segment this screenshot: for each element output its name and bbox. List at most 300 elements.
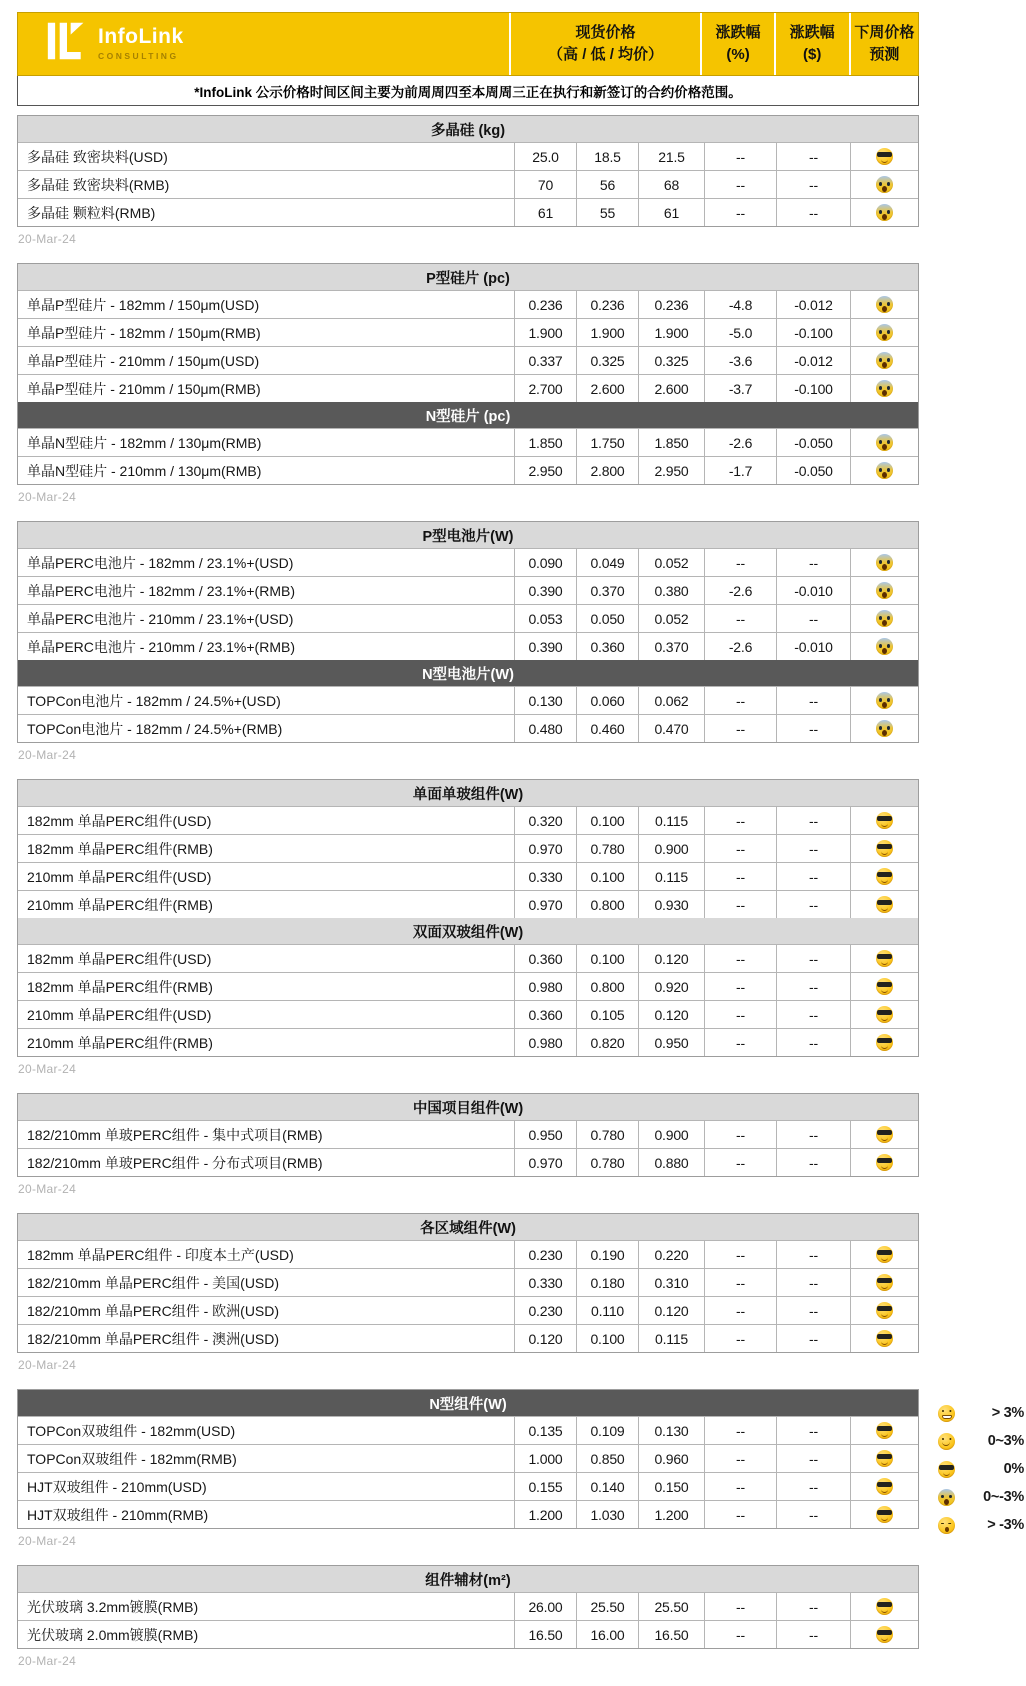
price-high-cell: 2.950 (514, 457, 576, 484)
price-low-cell: 0.800 (576, 973, 638, 1000)
price-avg-cell: 0.920 (638, 973, 704, 1000)
change-pct-cell: -- (704, 1121, 776, 1148)
sunglasses-face-icon (876, 1626, 893, 1643)
col-spot-line1: 现货价格 (575, 24, 636, 42)
price-low-cell: 0.780 (576, 1121, 638, 1148)
col-pct-line1: 涨跌幅 (715, 24, 761, 42)
price-high-cell: 0.135 (514, 1417, 576, 1444)
change-usd-cell: -0.100 (776, 375, 850, 402)
product-name-cell: 210mm 单晶PERC组件(USD) (27, 1006, 212, 1023)
price-high-cell: 0.320 (514, 807, 576, 834)
price-high-cell: 0.980 (514, 1029, 576, 1056)
price-avg-cell: 0.930 (638, 891, 704, 918)
price-high-cell: 0.950 (514, 1121, 576, 1148)
change-pct-cell: -3.6 (704, 347, 776, 374)
product-name-cell: 单晶PERC电池片 - 210mm / 23.1%+(USD) (27, 610, 294, 627)
sunglasses-face-icon (876, 896, 893, 913)
forecast-cell (850, 1621, 918, 1648)
change-usd-cell: -- (776, 549, 850, 576)
product-name-cell: TOPCon双玻组件 - 182mm(USD) (27, 1422, 236, 1439)
table-row (18, 1120, 918, 1148)
grinning-face-icon (938, 1405, 955, 1422)
infolink-logo-icon (46, 22, 88, 67)
product-name-cell: 单晶N型硅片 - 210mm / 130μm(RMB) (27, 462, 262, 479)
price-low-cell: 16.00 (576, 1621, 638, 1648)
price-high-cell: 61 (514, 199, 576, 226)
price-high-cell: 0.970 (514, 835, 576, 862)
legend-label: > -3% (987, 1517, 1024, 1533)
sunglasses-face-icon (876, 1422, 893, 1439)
screaming-face-icon (876, 610, 893, 627)
table-row (18, 1296, 918, 1324)
change-pct-cell: -4.8 (704, 291, 776, 318)
forecast-cell (850, 291, 918, 318)
price-avg-cell: 0.325 (638, 347, 704, 374)
product-name-cell: 单晶PERC电池片 - 210mm / 23.1%+(RMB) (27, 638, 295, 655)
price-low-cell: 0.780 (576, 835, 638, 862)
price-high-cell: 0.090 (514, 549, 576, 576)
forecast-cell (850, 171, 918, 198)
price-avg-cell: 16.50 (638, 1621, 704, 1648)
change-pct-cell: -- (704, 891, 776, 918)
table-row (18, 1000, 918, 1028)
price-low-cell: 1.750 (576, 429, 638, 456)
price-low-cell: 0.460 (576, 715, 638, 742)
screaming-face-icon (876, 582, 893, 599)
price-low-cell: 0.049 (576, 549, 638, 576)
legend-label: 0% (1003, 1461, 1024, 1477)
price-low-cell: 0.780 (576, 1149, 638, 1176)
change-usd-cell: -- (776, 1593, 850, 1620)
product-name-cell: 光伏玻璃 3.2mm镀膜(RMB) (27, 1598, 199, 1615)
price-avg-cell: 0.130 (638, 1417, 704, 1444)
date-label: 20-Mar-24 (18, 748, 77, 762)
col-spot-price (509, 13, 701, 75)
section-header: 单面单玻组件(W) (18, 780, 918, 806)
table-row (18, 714, 918, 742)
forecast-cell (850, 1297, 918, 1324)
product-name-cell: 210mm 单晶PERC组件(RMB) (27, 1034, 213, 1051)
change-usd-cell: -- (776, 945, 850, 972)
forecast-cell (850, 457, 918, 484)
change-usd-cell: -- (776, 891, 850, 918)
change-usd-cell: -- (776, 835, 850, 862)
table-row (18, 806, 918, 834)
change-usd-cell: -0.012 (776, 347, 850, 374)
change-pct-cell: -- (704, 863, 776, 890)
change-pct-cell: -- (704, 1621, 776, 1648)
price-low-cell: 0.325 (576, 347, 638, 374)
change-usd-cell: -- (776, 1297, 850, 1324)
price-high-cell: 1.850 (514, 429, 576, 456)
table-row (18, 632, 918, 660)
sunglasses-face-icon (876, 1450, 893, 1467)
change-usd-cell: -0.100 (776, 319, 850, 346)
price-low-cell: 25.50 (576, 1593, 638, 1620)
change-pct-cell: -- (704, 1325, 776, 1352)
screaming-face-icon (876, 434, 893, 451)
sunglasses-face-icon (876, 812, 893, 829)
change-usd-cell: -- (776, 171, 850, 198)
price-high-cell: 0.130 (514, 687, 576, 714)
price-avg-cell: 0.062 (638, 687, 704, 714)
screaming-face-icon (876, 638, 893, 655)
price-high-cell: 0.120 (514, 1325, 576, 1352)
product-name-cell: 182mm 单晶PERC组件(USD) (27, 950, 212, 967)
price-low-cell: 0.370 (576, 577, 638, 604)
forecast-cell (850, 835, 918, 862)
screaming-face-icon (876, 462, 893, 479)
product-name-cell: 单晶P型硅片 - 210mm / 150μm(RMB) (27, 380, 261, 397)
section-block (17, 1565, 919, 1649)
forecast-legend (938, 1402, 1024, 1542)
product-name-cell: TOPCon电池片 - 182mm / 24.5%+(USD) (27, 692, 281, 709)
change-pct-cell: -2.6 (704, 429, 776, 456)
price-avg-cell: 0.960 (638, 1445, 704, 1472)
price-low-cell: 0.050 (576, 605, 638, 632)
sections (17, 115, 1026, 1676)
change-pct-cell: -- (704, 1297, 776, 1324)
change-usd-cell: -- (776, 199, 850, 226)
screaming-face-icon (876, 720, 893, 737)
screaming-face-icon (876, 296, 893, 313)
price-high-cell: 25.0 (514, 143, 576, 170)
legend-label: 0~3% (987, 1433, 1024, 1449)
change-usd-cell: -0.050 (776, 429, 850, 456)
product-name-cell: 182/210mm 单晶PERC组件 - 澳洲(USD) (27, 1330, 280, 1347)
forecast-cell (850, 1417, 918, 1444)
change-usd-cell: -- (776, 807, 850, 834)
table-row (18, 1620, 918, 1648)
forecast-cell (850, 549, 918, 576)
change-pct-cell: -- (704, 199, 776, 226)
price-low-cell: 55 (576, 199, 638, 226)
section-block (17, 521, 919, 743)
change-usd-cell: -- (776, 973, 850, 1000)
product-name-cell: 单晶PERC电池片 - 182mm / 23.1%+(USD) (27, 554, 294, 571)
change-pct-cell: -- (704, 1417, 776, 1444)
price-high-cell: 0.970 (514, 891, 576, 918)
forecast-cell (850, 633, 918, 660)
price-high-cell: 0.230 (514, 1241, 576, 1268)
table-row (18, 1472, 918, 1500)
price-low-cell: 0.850 (576, 1445, 638, 1472)
change-usd-cell: -- (776, 1445, 850, 1472)
change-usd-cell: -- (776, 1149, 850, 1176)
screaming-face-icon (876, 352, 893, 369)
change-usd-cell: -0.012 (776, 291, 850, 318)
change-pct-cell: -- (704, 1445, 776, 1472)
forecast-cell (850, 945, 918, 972)
product-name-cell: 182mm 单晶PERC组件 - 印度本土产(USD) (27, 1246, 294, 1263)
screaming-face-icon (876, 692, 893, 709)
price-avg-cell: 0.950 (638, 1029, 704, 1056)
table-row (18, 972, 918, 1000)
section-header: 多晶硅 (kg) (18, 116, 918, 142)
price-low-cell: 0.360 (576, 633, 638, 660)
sunglasses-face-icon (876, 1274, 893, 1291)
price-low-cell: 1.900 (576, 319, 638, 346)
forecast-cell (850, 319, 918, 346)
price-high-cell: 0.390 (514, 633, 576, 660)
change-pct-cell: -- (704, 143, 776, 170)
change-usd-cell: -- (776, 143, 850, 170)
col-pct-line2: (%) (726, 46, 750, 63)
section-header: 双面双玻组件(W) (18, 918, 918, 944)
sunglasses-face-icon (876, 1154, 893, 1171)
product-name-cell: 182/210mm 单晶PERC组件 - 欧洲(USD) (27, 1302, 280, 1319)
product-name-cell: HJT双玻组件 - 210mm(USD) (27, 1478, 207, 1495)
section-block (17, 1213, 919, 1353)
change-pct-cell: -- (704, 835, 776, 862)
date-label: 20-Mar-24 (18, 1654, 77, 1668)
change-usd-cell: -0.010 (776, 633, 850, 660)
price-low-cell: 0.236 (576, 291, 638, 318)
price-low-cell: 0.180 (576, 1269, 638, 1296)
price-avg-cell: 0.120 (638, 1297, 704, 1324)
sunglasses-face-icon (876, 950, 893, 967)
price-avg-cell: 0.052 (638, 549, 704, 576)
sunglasses-face-icon (876, 1006, 893, 1023)
sunglasses-face-icon (876, 148, 893, 165)
price-low-cell: 0.190 (576, 1241, 638, 1268)
product-name-cell: 210mm 单晶PERC组件(RMB) (27, 896, 213, 913)
change-usd-cell: -- (776, 1325, 850, 1352)
price-high-cell: 0.980 (514, 973, 576, 1000)
price-avg-cell: 0.236 (638, 291, 704, 318)
forecast-cell (850, 687, 918, 714)
change-usd-cell: -- (776, 687, 850, 714)
forecast-cell (850, 605, 918, 632)
section-header: N型硅片 (pc) (18, 402, 918, 428)
section-block (17, 263, 919, 485)
product-name-cell: TOPCon双玻组件 - 182mm(RMB) (27, 1450, 237, 1467)
price-avg-cell: 2.600 (638, 375, 704, 402)
change-pct-cell: -- (704, 1501, 776, 1528)
price-avg-cell: 0.115 (638, 1325, 704, 1352)
price-avg-cell: 0.370 (638, 633, 704, 660)
section-header: N型电池片(W) (18, 660, 918, 686)
forecast-cell (850, 375, 918, 402)
price-avg-cell: 25.50 (638, 1593, 704, 1620)
forecast-cell (850, 1501, 918, 1528)
section-header: 中国项目组件(W) (18, 1094, 918, 1120)
puckered-face-icon (938, 1517, 955, 1534)
table-row (18, 576, 918, 604)
table-row (18, 428, 918, 456)
product-name-cell: 210mm 单晶PERC组件(USD) (27, 868, 212, 885)
change-pct-cell: -2.6 (704, 633, 776, 660)
screaming-face-icon (876, 380, 893, 397)
price-high-cell: 0.390 (514, 577, 576, 604)
price-avg-cell: 1.900 (638, 319, 704, 346)
col-usd-line1: 涨跌幅 (789, 24, 835, 42)
price-low-cell: 0.109 (576, 1417, 638, 1444)
date-label: 20-Mar-24 (18, 1182, 77, 1196)
price-avg-cell: 0.052 (638, 605, 704, 632)
date-label: 20-Mar-24 (18, 232, 77, 246)
legend-item (938, 1458, 1024, 1480)
table-row (18, 290, 918, 318)
change-usd-cell: -- (776, 863, 850, 890)
price-low-cell: 18.5 (576, 143, 638, 170)
price-high-cell: 2.700 (514, 375, 576, 402)
forecast-cell (850, 1029, 918, 1056)
product-name-cell: TOPCon电池片 - 182mm / 24.5%+(RMB) (27, 720, 283, 737)
price-avg-cell: 61 (638, 199, 704, 226)
change-pct-cell: -- (704, 1029, 776, 1056)
col-change-pct (700, 13, 773, 75)
price-low-cell: 0.105 (576, 1001, 638, 1028)
section-header: P型电池片(W) (18, 522, 918, 548)
price-low-cell: 2.800 (576, 457, 638, 484)
sunglasses-face-icon (876, 1598, 893, 1615)
change-usd-cell: -- (776, 605, 850, 632)
change-pct-cell: -- (704, 1269, 776, 1296)
sunglasses-face-icon (876, 868, 893, 885)
table-row (18, 170, 918, 198)
change-usd-cell: -- (776, 1501, 850, 1528)
change-pct-cell: -3.7 (704, 375, 776, 402)
price-high-cell: 0.330 (514, 1269, 576, 1296)
table-row (18, 686, 918, 714)
price-avg-cell: 0.900 (638, 835, 704, 862)
product-name-cell: 单晶N型硅片 - 182mm / 130μm(RMB) (27, 434, 262, 451)
section-block (17, 1093, 919, 1177)
legend-label: > 3% (991, 1405, 1024, 1421)
change-usd-cell: -- (776, 1029, 850, 1056)
price-high-cell: 16.50 (514, 1621, 576, 1648)
price-high-cell: 26.00 (514, 1593, 576, 1620)
price-high-cell: 0.360 (514, 1001, 576, 1028)
change-pct-cell: -- (704, 973, 776, 1000)
date-label: 20-Mar-24 (18, 1358, 77, 1372)
forecast-cell (850, 347, 918, 374)
change-pct-cell: -- (704, 1473, 776, 1500)
forecast-cell (850, 1241, 918, 1268)
col-spot-line2: （高 / 低 / 均价） (548, 46, 664, 63)
forecast-cell (850, 429, 918, 456)
change-pct-cell: -- (704, 171, 776, 198)
sunglasses-face-icon (876, 1126, 893, 1143)
note-row: *InfoLink 公示价格时间区间主要为前周周四至本周周三正在执行和新签订的合约价格范围。 (17, 76, 919, 106)
brand-subtitle: CONSULTING (98, 51, 179, 62)
forecast-cell (850, 891, 918, 918)
screaming-face-icon (876, 554, 893, 571)
table-row (18, 1416, 918, 1444)
sunglasses-face-icon (876, 978, 893, 995)
forecast-cell (850, 1325, 918, 1352)
product-name-cell: HJT双玻组件 - 210mm(RMB) (27, 1506, 209, 1523)
table-row (18, 456, 918, 484)
section-header: N型组件(W) (18, 1390, 918, 1416)
forecast-cell (850, 1269, 918, 1296)
product-name-cell: 182/210mm 单玻PERC组件 - 集中式项目(RMB) (27, 1126, 323, 1143)
col-change-usd (774, 13, 849, 75)
forecast-cell (850, 973, 918, 1000)
table-row (18, 346, 918, 374)
change-usd-cell: -- (776, 1001, 850, 1028)
sunglasses-face-icon (876, 1478, 893, 1495)
price-avg-cell: 0.120 (638, 945, 704, 972)
price-low-cell: 0.820 (576, 1029, 638, 1056)
table-row (18, 890, 918, 918)
table-row (18, 1500, 918, 1528)
section-header: P型硅片 (pc) (18, 264, 918, 290)
product-name-cell: 多晶硅 颗粒料(RMB) (27, 204, 156, 221)
table-row (18, 1444, 918, 1472)
change-pct-cell: -- (704, 605, 776, 632)
brand-name: InfoLink (98, 25, 184, 49)
price-low-cell: 0.800 (576, 891, 638, 918)
table-row (18, 548, 918, 576)
table-row (18, 1592, 918, 1620)
price-avg-cell: 1.200 (638, 1501, 704, 1528)
section-header: 各区域组件(W) (18, 1214, 918, 1240)
price-high-cell: 0.230 (514, 1297, 576, 1324)
col-forecast-line2: 预测 (869, 46, 900, 63)
price-avg-cell: 0.150 (638, 1473, 704, 1500)
forecast-cell (850, 199, 918, 226)
date-label: 20-Mar-24 (18, 490, 77, 504)
section-block (17, 115, 919, 227)
table-row (18, 944, 918, 972)
forecast-cell (850, 1121, 918, 1148)
price-high-cell: 1.900 (514, 319, 576, 346)
sunglasses-face-icon (876, 1034, 893, 1051)
price-high-cell: 0.360 (514, 945, 576, 972)
table-row (18, 1268, 918, 1296)
product-name-cell: 182/210mm 单晶PERC组件 - 美国(USD) (27, 1274, 280, 1291)
change-usd-cell: -- (776, 715, 850, 742)
forecast-cell (850, 715, 918, 742)
price-avg-cell: 0.115 (638, 863, 704, 890)
sunglasses-face-icon (876, 1506, 893, 1523)
price-low-cell: 2.600 (576, 375, 638, 402)
section-block (17, 779, 919, 1057)
price-low-cell: 0.100 (576, 807, 638, 834)
price-high-cell: 0.330 (514, 863, 576, 890)
price-high-cell: 0.053 (514, 605, 576, 632)
product-name-cell: 光伏玻璃 2.0mm镀膜(RMB) (27, 1626, 199, 1643)
logo (18, 13, 509, 75)
change-usd-cell: -0.050 (776, 457, 850, 484)
change-usd-cell: -- (776, 1121, 850, 1148)
table-row (18, 862, 918, 890)
screaming-face-icon (876, 176, 893, 193)
price-avg-cell: 0.115 (638, 807, 704, 834)
price-avg-cell: 2.950 (638, 457, 704, 484)
header-banner (17, 12, 919, 76)
forecast-cell (850, 863, 918, 890)
price-avg-cell: 1.850 (638, 429, 704, 456)
price-avg-cell: 0.380 (638, 577, 704, 604)
change-pct-cell: -- (704, 945, 776, 972)
product-name-cell: 单晶P型硅片 - 182mm / 150μm(USD) (27, 296, 260, 313)
sunglasses-face-icon (876, 1330, 893, 1347)
price-avg-cell: 68 (638, 171, 704, 198)
price-high-cell: 0.480 (514, 715, 576, 742)
col-forecast (849, 13, 918, 75)
table-row (18, 198, 918, 226)
section-header: 组件辅材(m²) (18, 1566, 918, 1592)
price-low-cell: 0.100 (576, 863, 638, 890)
price-high-cell: 70 (514, 171, 576, 198)
price-low-cell: 0.100 (576, 945, 638, 972)
change-usd-cell: -- (776, 1473, 850, 1500)
change-pct-cell: -- (704, 1593, 776, 1620)
forecast-cell (850, 577, 918, 604)
